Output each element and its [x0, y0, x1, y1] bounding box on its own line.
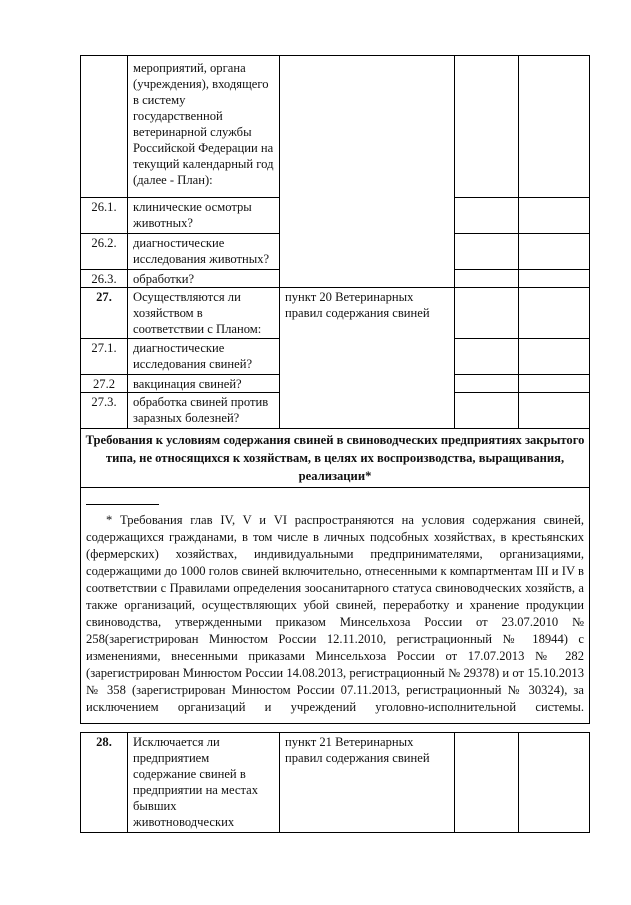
question-text: обработки? [128, 270, 280, 288]
answer-yes-cell [455, 733, 519, 833]
answer-no-cell [519, 339, 590, 375]
question-text: клинические осмотры животных? [128, 198, 280, 234]
item-number [81, 56, 128, 198]
question-text: мероприятий, органа (учреждения), входящего в систему государственной ветеринарной службы Российской Федерации на текущий календарный год (далее - План): [128, 56, 280, 198]
answer-yes-cell [455, 339, 519, 375]
item-number: 28. [81, 733, 128, 833]
footnote-row [81, 488, 590, 724]
item-number: 26.1. [81, 198, 128, 234]
reference-cell: пункт 21 Ветеринарных правил содержания свиней [280, 733, 455, 833]
footnote-cell [81, 488, 590, 724]
item-number: 27.2 [81, 375, 128, 393]
answer-yes-cell [455, 198, 519, 234]
footnote-divider [86, 504, 159, 505]
section-header-row [81, 429, 590, 488]
checklist-table-continued [80, 732, 590, 833]
answer-yes-cell [455, 234, 519, 270]
answer-no-cell [519, 198, 590, 234]
answer-yes-cell [455, 270, 519, 288]
answer-yes-cell [455, 288, 519, 339]
answer-yes-cell [455, 375, 519, 393]
question-text: обработка свиней против заразных болезней? [128, 393, 280, 429]
question-text: вакцинация свиней? [128, 375, 280, 393]
section-header: Требования к условиям содержания свиней в свиноводческих предприятиях закрытого типа, не относящихся к хозяйствам, в целях их воспроизводства, выращивания, реализации* [81, 429, 590, 488]
item-number: 26.2. [81, 234, 128, 270]
question-text: Исключается ли предприятием содержание свиней в предприятии на местах бывших животноводческих [128, 733, 280, 833]
checklist-table [80, 55, 590, 724]
table-row [81, 288, 590, 339]
answer-no-cell [519, 56, 590, 198]
answer-no-cell [519, 733, 590, 833]
item-number: 27.3. [81, 393, 128, 429]
item-number: 26.3. [81, 270, 128, 288]
item-number: 27. [81, 288, 128, 339]
reference-cell: пункт 20 Ветеринарных правил содержания свиней [280, 288, 455, 429]
question-text: диагностические исследования животных? [128, 234, 280, 270]
answer-no-cell [519, 234, 590, 270]
answer-yes-cell [455, 393, 519, 429]
question-text: Осуществляются ли хозяйством в соответствии с Планом: [128, 288, 280, 339]
answer-no-cell [519, 393, 590, 429]
answer-no-cell [519, 270, 590, 288]
item-number: 27.1. [81, 339, 128, 375]
footnote-text: * Требования глав IV, V и VI распространяются на условия содержания свиней, содержащихся гражданами, в том числе в личных подсобных хозяйствах, в крестьянских (фермерских) хозяйствах, индивидуальными предпринимателями, организациями, содержащими до 1000 голов свиней включительно, отнесенными к компартментам III и IV в соответствии с Правилами определения зоосанитарного статуса свиноводческих хозяйств, а также организаций, осуществляющих убой свиней, переработку и хранение продукции свиноводства, утвержденными приказом Минсельхоза России от 23.07.2010 № 258(зарегистрирован Минюстом России 12.11.2010, регистрационный № 18944) с изменениями, внесенными приказами Минсельхоза России от 17.07.2013 № 282 (зарегистрирован Минюстом России 14.08.2013, регистрационный № 29378) и от 15.10.2013 № 358 (зарегистрирован Минюстом России 07.11.2013, регистрационный № 30324), за исключением организаций и учреждений уголовно-исполнительной системы. [86, 513, 584, 714]
reference-cell [280, 56, 455, 288]
table-row [81, 56, 590, 198]
answer-yes-cell [455, 56, 519, 198]
table-row [81, 733, 590, 833]
answer-no-cell [519, 375, 590, 393]
question-text: диагностические исследования свиней? [128, 339, 280, 375]
answer-no-cell [519, 288, 590, 339]
